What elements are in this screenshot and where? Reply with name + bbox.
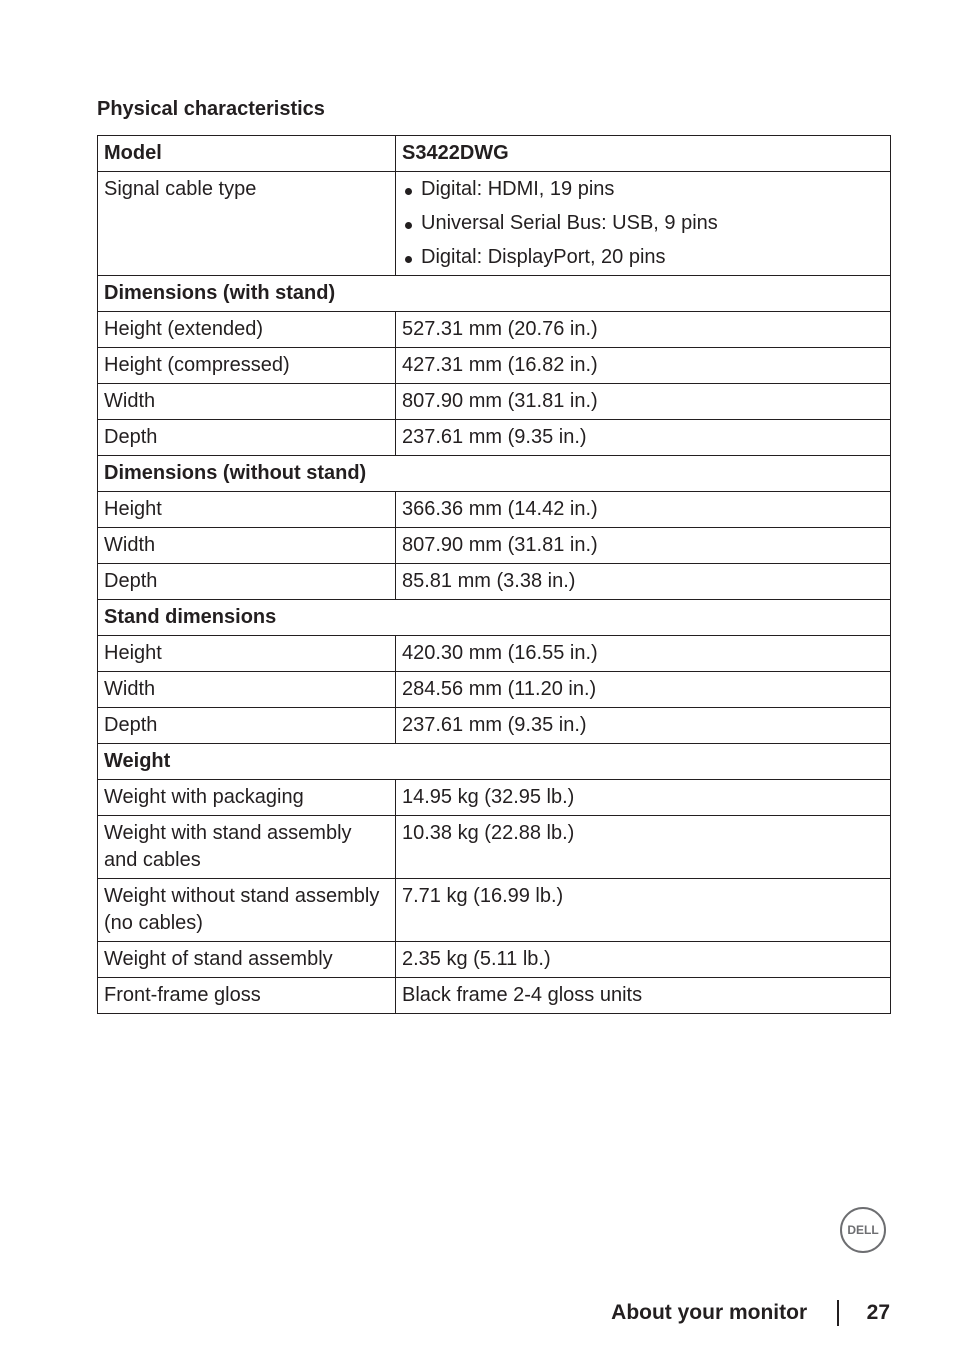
page-footer [611,1298,890,1328]
table-row [98,672,891,708]
row-value: Black frame 2-4 gloss units [396,978,891,1014]
physical-characteristics-table [97,135,891,1014]
row-value: 2.35 kg (5.11 lb.) [396,942,891,978]
row-value: 807.90 mm (31.81 in.) [396,384,891,420]
section-title: Physical characteristics [97,98,325,120]
row-label: Signal cable type [98,172,396,276]
table-header-row [98,136,891,172]
header-label: Model [98,136,396,172]
row-value: 7.71 kg (16.99 lb.) [396,879,891,942]
section-header-row [98,744,891,780]
row-value: 420.30 mm (16.55 in.) [396,636,891,672]
table-row [98,879,891,942]
table-row [98,528,891,564]
table-row [98,172,891,276]
list-item: Digital: HDMI, 19 pins [402,176,884,203]
row-value [396,172,891,276]
page-number: 27 [866,1301,890,1324]
section-header: Weight [98,744,891,780]
row-label: Height [98,636,396,672]
table-row [98,420,891,456]
row-value: 237.61 mm (9.35 in.) [396,420,891,456]
row-label: Weight with packaging [98,780,396,816]
row-label: Height (compressed) [98,348,396,384]
row-value: 427.31 mm (16.82 in.) [396,348,891,384]
row-label: Width [98,528,396,564]
table-row [98,636,891,672]
table-row [98,978,891,1014]
row-label: Width [98,384,396,420]
table-row [98,384,891,420]
row-value: 85.81 mm (3.38 in.) [396,564,891,600]
section-header: Dimensions (without stand) [98,456,891,492]
section-header-row [98,600,891,636]
row-value: 14.95 kg (32.95 lb.) [396,780,891,816]
list-item: Digital: DisplayPort, 20 pins [402,244,884,271]
section-header-row [98,456,891,492]
table-row [98,780,891,816]
signal-cable-list [402,176,884,271]
table-row [98,708,891,744]
table-row [98,312,891,348]
dell-logo-icon: DELL [840,1207,886,1253]
header-value: S3422DWG [396,136,891,172]
row-label: Depth [98,420,396,456]
row-label: Weight without stand assembly (no cables) [98,879,396,942]
table-row [98,816,891,879]
table-row [98,348,891,384]
row-label: Weight with stand assembly and cables [98,816,396,879]
row-value: 237.61 mm (9.35 in.) [396,708,891,744]
row-label: Depth [98,708,396,744]
row-label: Weight of stand assembly [98,942,396,978]
row-value: 807.90 mm (31.81 in.) [396,528,891,564]
chapter-title: About your monitor [611,1301,808,1324]
table-row [98,942,891,978]
row-label: Front-frame gloss [98,978,396,1014]
row-value: 10.38 kg (22.88 lb.) [396,816,891,879]
row-label: Width [98,672,396,708]
row-label: Depth [98,564,396,600]
table-row [98,492,891,528]
row-label: Height [98,492,396,528]
section-header: Stand dimensions [98,600,891,636]
row-value: 284.56 mm (11.20 in.) [396,672,891,708]
section-header: Dimensions (with stand) [98,276,891,312]
row-label: Height (extended) [98,312,396,348]
row-value: 527.31 mm (20.76 in.) [396,312,891,348]
list-item: Universal Serial Bus: USB, 9 pins [402,210,884,237]
table-row [98,564,891,600]
section-header-row [98,276,891,312]
footer-divider [837,1300,839,1326]
row-value: 366.36 mm (14.42 in.) [396,492,891,528]
